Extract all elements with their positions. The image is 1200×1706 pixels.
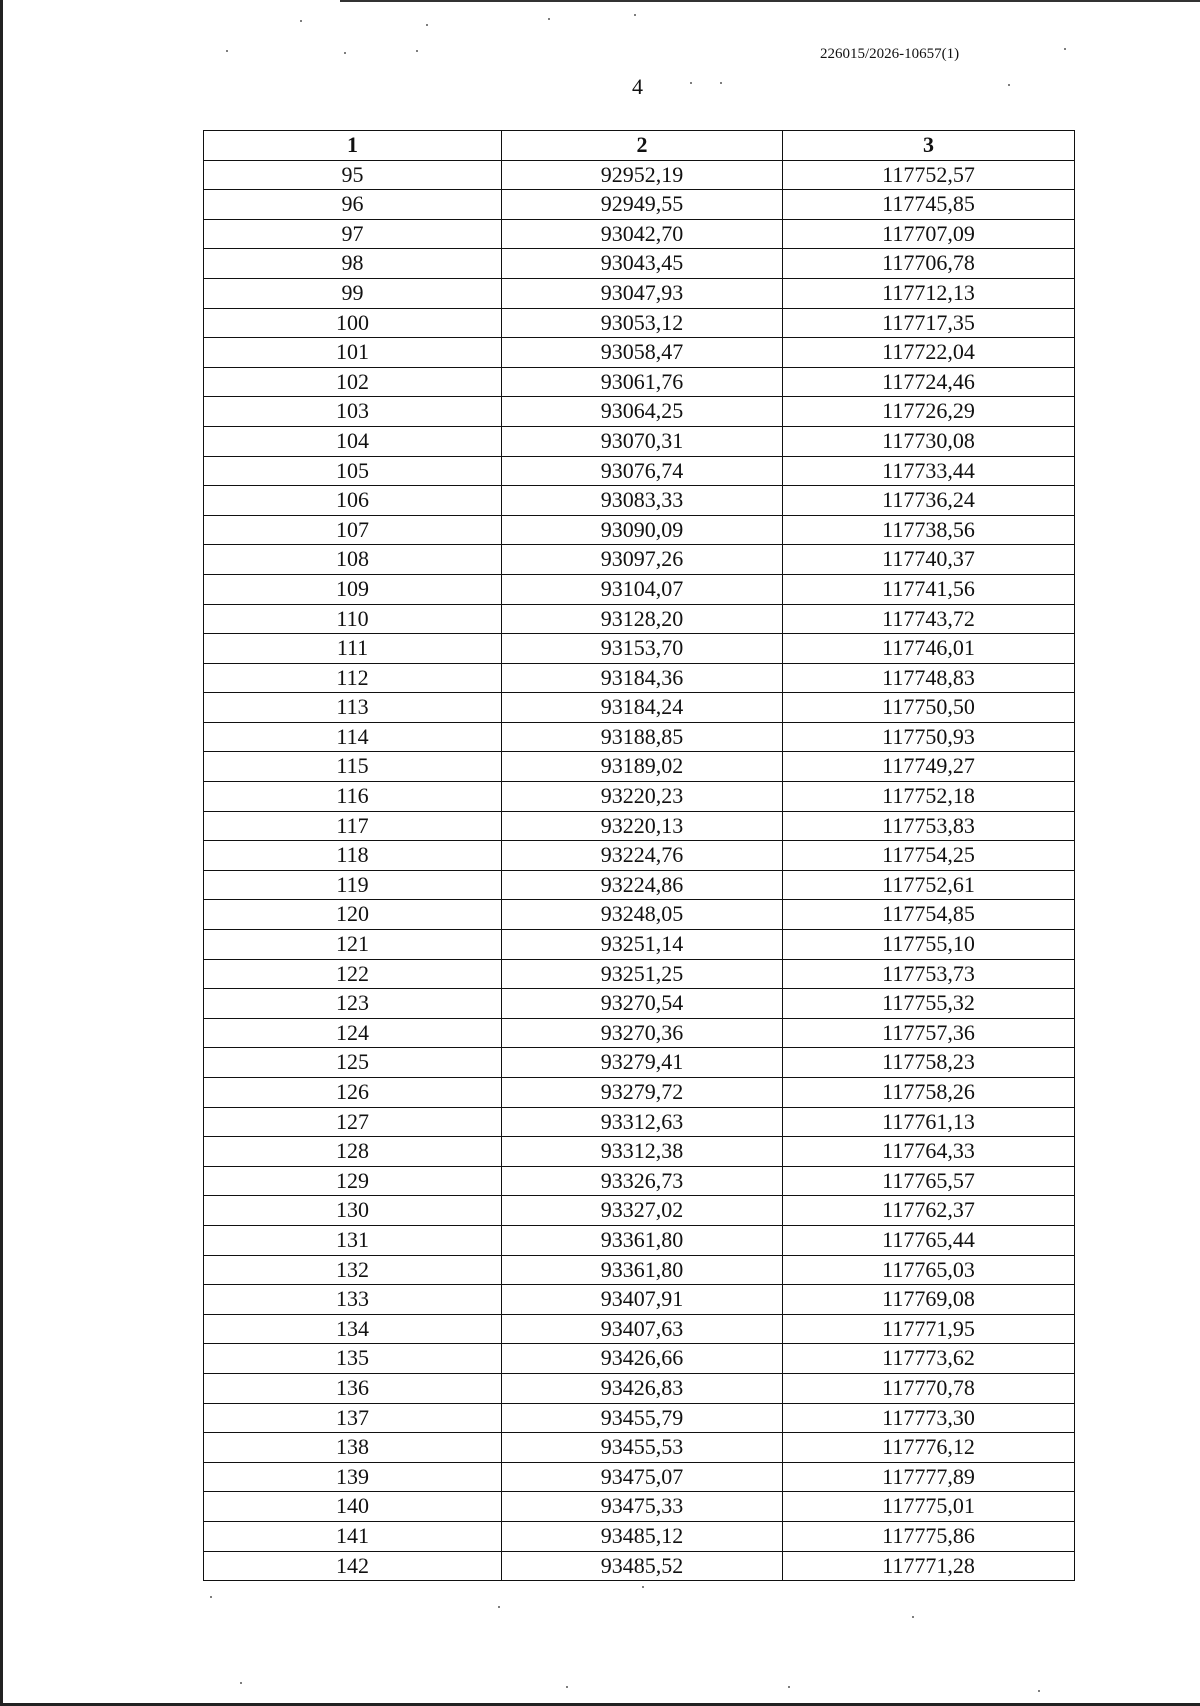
point-number-cell: 120	[204, 900, 502, 930]
x-coordinate-cell: 93070,31	[502, 426, 783, 456]
x-coordinate-cell: 93485,12	[502, 1521, 783, 1551]
y-coordinate-cell: 117752,57	[783, 160, 1075, 190]
column-header: 3	[783, 131, 1075, 161]
scan-speck	[1064, 48, 1066, 50]
y-coordinate-cell: 117706,78	[783, 249, 1075, 279]
table-row	[204, 219, 1075, 249]
scan-speck	[1008, 84, 1010, 86]
y-coordinate-cell: 117712,13	[783, 278, 1075, 308]
y-coordinate-cell: 117741,56	[783, 574, 1075, 604]
y-coordinate-cell: 117753,83	[783, 811, 1075, 841]
table-row	[204, 959, 1075, 989]
point-number-cell: 101	[204, 338, 502, 368]
point-number-cell: 133	[204, 1285, 502, 1315]
point-number-cell: 139	[204, 1462, 502, 1492]
y-coordinate-cell: 117761,13	[783, 1107, 1075, 1137]
x-coordinate-cell: 93455,53	[502, 1433, 783, 1463]
scan-speck	[690, 82, 692, 84]
y-coordinate-cell: 117755,10	[783, 930, 1075, 960]
table-row	[204, 1018, 1075, 1048]
y-coordinate-cell: 117776,12	[783, 1433, 1075, 1463]
y-coordinate-cell: 117748,83	[783, 663, 1075, 693]
scan-speck	[912, 1616, 914, 1618]
x-coordinate-cell: 93279,72	[502, 1078, 783, 1108]
table-row	[204, 1521, 1075, 1551]
x-coordinate-cell: 93270,54	[502, 989, 783, 1019]
y-coordinate-cell: 117717,35	[783, 308, 1075, 338]
point-number-cell: 141	[204, 1521, 502, 1551]
scan-speck	[498, 1606, 500, 1608]
point-number-cell: 142	[204, 1551, 502, 1581]
scan-speck	[1038, 1690, 1040, 1692]
point-number-cell: 131	[204, 1225, 502, 1255]
scan-speck	[416, 50, 418, 52]
table-row	[204, 811, 1075, 841]
table-row	[204, 989, 1075, 1019]
x-coordinate-cell: 93361,80	[502, 1255, 783, 1285]
table-row	[204, 397, 1075, 427]
table-row	[204, 1462, 1075, 1492]
table-row	[204, 1048, 1075, 1078]
scan-speck	[788, 1686, 790, 1688]
y-coordinate-cell: 117707,09	[783, 219, 1075, 249]
point-number-cell: 100	[204, 308, 502, 338]
x-coordinate-cell: 93058,47	[502, 338, 783, 368]
point-number-cell: 134	[204, 1314, 502, 1344]
x-coordinate-cell: 93248,05	[502, 900, 783, 930]
table-row	[204, 663, 1075, 693]
point-number-cell: 129	[204, 1166, 502, 1196]
table-row	[204, 634, 1075, 664]
scan-speck	[642, 1586, 644, 1588]
x-coordinate-cell: 93326,73	[502, 1166, 783, 1196]
y-coordinate-cell: 117753,73	[783, 959, 1075, 989]
table-row	[204, 752, 1075, 782]
table-row	[204, 1373, 1075, 1403]
y-coordinate-cell: 117722,04	[783, 338, 1075, 368]
table-row	[204, 1344, 1075, 1374]
x-coordinate-cell: 93475,07	[502, 1462, 783, 1492]
y-coordinate-cell: 117765,03	[783, 1255, 1075, 1285]
point-number-cell: 118	[204, 841, 502, 871]
table-row	[204, 308, 1075, 338]
x-coordinate-cell: 93053,12	[502, 308, 783, 338]
column-header: 2	[502, 131, 783, 161]
table-row	[204, 1196, 1075, 1226]
table-row	[204, 1403, 1075, 1433]
y-coordinate-cell: 117730,08	[783, 426, 1075, 456]
table-row	[204, 190, 1075, 220]
scan-speck	[240, 1682, 242, 1684]
x-coordinate-cell: 93327,02	[502, 1196, 783, 1226]
point-number-cell: 115	[204, 752, 502, 782]
y-coordinate-cell: 117754,85	[783, 900, 1075, 930]
point-number-cell: 117	[204, 811, 502, 841]
y-coordinate-cell: 117755,32	[783, 989, 1075, 1019]
table-row	[204, 870, 1075, 900]
point-number-cell: 122	[204, 959, 502, 989]
y-coordinate-cell: 117762,37	[783, 1196, 1075, 1226]
table-row	[204, 545, 1075, 575]
x-coordinate-cell: 93184,24	[502, 693, 783, 723]
scan-speck	[720, 82, 722, 84]
point-number-cell: 114	[204, 722, 502, 752]
point-number-cell: 121	[204, 930, 502, 960]
point-number-cell: 136	[204, 1373, 502, 1403]
y-coordinate-cell: 117743,72	[783, 604, 1075, 634]
x-coordinate-cell: 93043,45	[502, 249, 783, 279]
table-header-row	[204, 131, 1075, 161]
y-coordinate-cell: 117775,86	[783, 1521, 1075, 1551]
table-row	[204, 1433, 1075, 1463]
table-row	[204, 456, 1075, 486]
page-number: 4	[632, 74, 643, 99]
x-coordinate-cell: 93224,76	[502, 841, 783, 871]
x-coordinate-cell: 93047,93	[502, 278, 783, 308]
table-row	[204, 1314, 1075, 1344]
y-coordinate-cell: 117746,01	[783, 634, 1075, 664]
point-number-cell: 137	[204, 1403, 502, 1433]
y-coordinate-cell: 117777,89	[783, 1462, 1075, 1492]
x-coordinate-cell: 93104,07	[502, 574, 783, 604]
column-header: 1	[204, 131, 502, 161]
y-coordinate-cell: 117769,08	[783, 1285, 1075, 1315]
point-number-cell: 127	[204, 1107, 502, 1137]
point-number-cell: 109	[204, 574, 502, 604]
point-number-cell: 126	[204, 1078, 502, 1108]
point-number-cell: 128	[204, 1137, 502, 1167]
x-coordinate-cell: 93312,38	[502, 1137, 783, 1167]
x-coordinate-cell: 93426,66	[502, 1344, 783, 1374]
point-number-cell: 113	[204, 693, 502, 723]
table-body	[204, 160, 1075, 1581]
document-number: 226015/2026-10657(1)	[820, 46, 960, 62]
x-coordinate-cell: 92952,19	[502, 160, 783, 190]
table-row	[204, 486, 1075, 516]
x-coordinate-cell: 93455,79	[502, 1403, 783, 1433]
x-coordinate-cell: 93076,74	[502, 456, 783, 486]
table-row	[204, 1137, 1075, 1167]
point-number-cell: 111	[204, 634, 502, 664]
point-number-cell: 102	[204, 367, 502, 397]
table-row	[204, 604, 1075, 634]
point-number-cell: 138	[204, 1433, 502, 1463]
y-coordinate-cell: 117733,44	[783, 456, 1075, 486]
y-coordinate-cell: 117750,93	[783, 722, 1075, 752]
table-row	[204, 515, 1075, 545]
table-row	[204, 160, 1075, 190]
y-coordinate-cell: 117726,29	[783, 397, 1075, 427]
table-row	[204, 900, 1075, 930]
point-number-cell: 130	[204, 1196, 502, 1226]
y-coordinate-cell: 117765,57	[783, 1166, 1075, 1196]
table-row	[204, 930, 1075, 960]
y-coordinate-cell: 117770,78	[783, 1373, 1075, 1403]
point-number-cell: 95	[204, 160, 502, 190]
x-coordinate-cell: 92949,55	[502, 190, 783, 220]
x-coordinate-cell: 93184,36	[502, 663, 783, 693]
y-coordinate-cell: 117764,33	[783, 1137, 1075, 1167]
table-row	[204, 1551, 1075, 1581]
x-coordinate-cell: 93083,33	[502, 486, 783, 516]
x-coordinate-cell: 93097,26	[502, 545, 783, 575]
y-coordinate-cell: 117752,61	[783, 870, 1075, 900]
point-number-cell: 124	[204, 1018, 502, 1048]
point-number-cell: 98	[204, 249, 502, 279]
table-row	[204, 249, 1075, 279]
y-coordinate-cell: 117765,44	[783, 1225, 1075, 1255]
x-coordinate-cell: 93270,36	[502, 1018, 783, 1048]
x-coordinate-cell: 93426,83	[502, 1373, 783, 1403]
y-coordinate-cell: 117749,27	[783, 752, 1075, 782]
point-number-cell: 125	[204, 1048, 502, 1078]
scan-edge-top	[340, 0, 1200, 2]
scan-speck	[548, 18, 550, 20]
table-row	[204, 1492, 1075, 1522]
point-number-cell: 105	[204, 456, 502, 486]
y-coordinate-cell: 117738,56	[783, 515, 1075, 545]
x-coordinate-cell: 93128,20	[502, 604, 783, 634]
y-coordinate-cell: 117771,95	[783, 1314, 1075, 1344]
point-number-cell: 123	[204, 989, 502, 1019]
x-coordinate-cell: 93312,63	[502, 1107, 783, 1137]
point-number-cell: 132	[204, 1255, 502, 1285]
point-number-cell: 106	[204, 486, 502, 516]
table-row	[204, 1255, 1075, 1285]
x-coordinate-cell: 93220,23	[502, 782, 783, 812]
scan-speck	[634, 14, 636, 16]
table-row	[204, 782, 1075, 812]
x-coordinate-cell: 93251,25	[502, 959, 783, 989]
y-coordinate-cell: 117745,85	[783, 190, 1075, 220]
scan-speck	[300, 20, 302, 22]
table-row	[204, 722, 1075, 752]
scan-edge-left	[0, 0, 3, 1706]
x-coordinate-cell: 93061,76	[502, 367, 783, 397]
point-number-cell: 96	[204, 190, 502, 220]
y-coordinate-cell: 117758,23	[783, 1048, 1075, 1078]
y-coordinate-cell: 117724,46	[783, 367, 1075, 397]
point-number-cell: 103	[204, 397, 502, 427]
x-coordinate-cell: 93220,13	[502, 811, 783, 841]
scan-speck	[226, 50, 228, 52]
y-coordinate-cell: 117740,37	[783, 545, 1075, 575]
y-coordinate-cell: 117736,24	[783, 486, 1075, 516]
table-row	[204, 426, 1075, 456]
y-coordinate-cell: 117758,26	[783, 1078, 1075, 1108]
point-number-cell: 97	[204, 219, 502, 249]
point-number-cell: 107	[204, 515, 502, 545]
x-coordinate-cell: 93042,70	[502, 219, 783, 249]
scan-speck	[210, 1596, 212, 1598]
x-coordinate-cell: 93485,52	[502, 1551, 783, 1581]
coordinates-table	[203, 130, 1075, 1581]
y-coordinate-cell: 117775,01	[783, 1492, 1075, 1522]
table-row	[204, 367, 1075, 397]
table-row	[204, 693, 1075, 723]
point-number-cell: 135	[204, 1344, 502, 1374]
x-coordinate-cell: 93090,09	[502, 515, 783, 545]
point-number-cell: 140	[204, 1492, 502, 1522]
table-row	[204, 1078, 1075, 1108]
x-coordinate-cell: 93189,02	[502, 752, 783, 782]
x-coordinate-cell: 93361,80	[502, 1225, 783, 1255]
scan-speck	[426, 24, 428, 26]
y-coordinate-cell: 117773,30	[783, 1403, 1075, 1433]
scan-speck	[344, 52, 346, 54]
table-row	[204, 338, 1075, 368]
table-row	[204, 1285, 1075, 1315]
x-coordinate-cell: 93153,70	[502, 634, 783, 664]
x-coordinate-cell: 93188,85	[502, 722, 783, 752]
point-number-cell: 108	[204, 545, 502, 575]
y-coordinate-cell: 117750,50	[783, 693, 1075, 723]
x-coordinate-cell: 93279,41	[502, 1048, 783, 1078]
y-coordinate-cell: 117773,62	[783, 1344, 1075, 1374]
table-row	[204, 1166, 1075, 1196]
table-row	[204, 1225, 1075, 1255]
x-coordinate-cell: 93407,91	[502, 1285, 783, 1315]
x-coordinate-cell: 93224,86	[502, 870, 783, 900]
point-number-cell: 112	[204, 663, 502, 693]
point-number-cell: 116	[204, 782, 502, 812]
table-row	[204, 574, 1075, 604]
y-coordinate-cell: 117771,28	[783, 1551, 1075, 1581]
point-number-cell: 104	[204, 426, 502, 456]
x-coordinate-cell: 93475,33	[502, 1492, 783, 1522]
table-row	[204, 278, 1075, 308]
x-coordinate-cell: 93064,25	[502, 397, 783, 427]
y-coordinate-cell: 117754,25	[783, 841, 1075, 871]
table-row	[204, 841, 1075, 871]
scan-speck	[566, 1686, 568, 1688]
x-coordinate-cell: 93407,63	[502, 1314, 783, 1344]
point-number-cell: 110	[204, 604, 502, 634]
point-number-cell: 99	[204, 278, 502, 308]
y-coordinate-cell: 117752,18	[783, 782, 1075, 812]
table-row	[204, 1107, 1075, 1137]
y-coordinate-cell: 117757,36	[783, 1018, 1075, 1048]
point-number-cell: 119	[204, 870, 502, 900]
x-coordinate-cell: 93251,14	[502, 930, 783, 960]
